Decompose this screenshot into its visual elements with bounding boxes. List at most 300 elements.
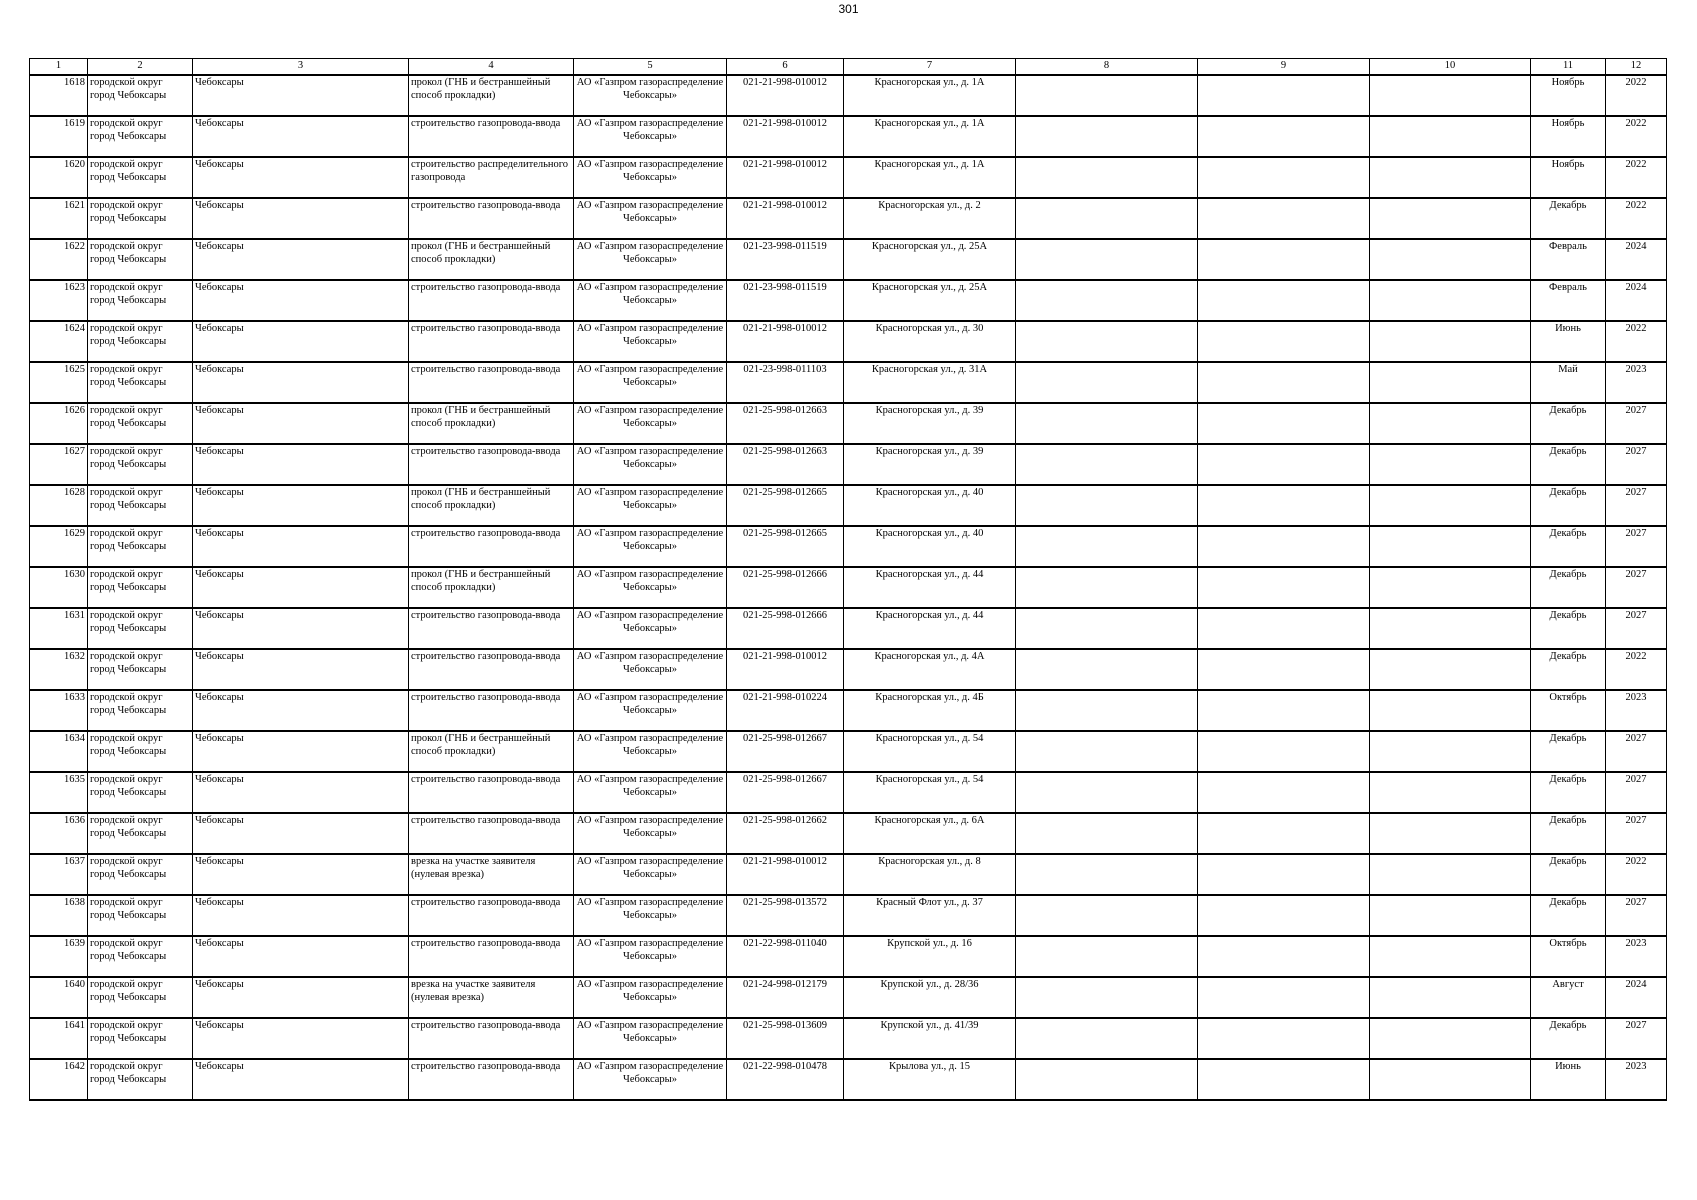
column-9-cell — [1198, 403, 1370, 444]
year-cell: 2024 — [1606, 977, 1667, 1018]
row-number-cell: 1625 — [30, 362, 88, 403]
table-row — [30, 362, 1667, 403]
column-8-cell — [1016, 485, 1198, 526]
column-8-cell — [1016, 649, 1198, 690]
application-code-cell: 021-25-998-012667 — [727, 772, 844, 813]
year-cell: 2027 — [1606, 895, 1667, 936]
column-10-cell — [1370, 239, 1531, 280]
row-number-cell: 1621 — [30, 198, 88, 239]
column-10-cell — [1370, 1059, 1531, 1100]
table-row — [30, 157, 1667, 198]
month-cell: Ноябрь — [1531, 75, 1606, 116]
work-type-cell: строительство газопровода-ввода — [409, 444, 574, 485]
address-cell: Красногорская ул., д. 4А — [844, 649, 1016, 690]
year-cell: 2023 — [1606, 1059, 1667, 1100]
address-cell: Красногорская ул., д. 1А — [844, 116, 1016, 157]
column-9-cell — [1198, 813, 1370, 854]
city-cell: Чебоксары — [193, 649, 409, 690]
column-10-cell — [1370, 690, 1531, 731]
work-type-cell: врезка на участке заявителя (нулевая врезка) — [409, 854, 574, 895]
month-cell: Декабрь — [1531, 567, 1606, 608]
column-header: 6 — [727, 59, 844, 76]
district-cell: городской округ город Чебоксары — [88, 813, 193, 854]
address-cell: Красногорская ул., д. 25А — [844, 239, 1016, 280]
column-10-cell — [1370, 1018, 1531, 1059]
application-code-cell: 021-25-998-013572 — [727, 895, 844, 936]
row-number-cell: 1641 — [30, 1018, 88, 1059]
month-cell: Июнь — [1531, 321, 1606, 362]
column-8-cell — [1016, 280, 1198, 321]
row-number-cell: 1627 — [30, 444, 88, 485]
city-cell: Чебоксары — [193, 157, 409, 198]
table-row — [30, 813, 1667, 854]
column-8-cell — [1016, 157, 1198, 198]
column-8-cell — [1016, 731, 1198, 772]
table-row — [30, 280, 1667, 321]
row-number-cell: 1638 — [30, 895, 88, 936]
year-cell: 2024 — [1606, 239, 1667, 280]
district-cell: городской округ город Чебоксары — [88, 936, 193, 977]
column-10-cell — [1370, 608, 1531, 649]
year-cell: 2027 — [1606, 813, 1667, 854]
work-type-cell: строительство газопровода-ввода — [409, 608, 574, 649]
column-header: 10 — [1370, 59, 1531, 76]
address-cell: Красногорская ул., д. 2 — [844, 198, 1016, 239]
application-code-cell: 021-21-998-010012 — [727, 116, 844, 157]
column-8-cell — [1016, 936, 1198, 977]
row-number-cell: 1633 — [30, 690, 88, 731]
year-cell: 2027 — [1606, 772, 1667, 813]
district-cell: городской округ город Чебоксары — [88, 403, 193, 444]
application-code-cell: 021-23-998-011519 — [727, 280, 844, 321]
month-cell: Декабрь — [1531, 649, 1606, 690]
column-10-cell — [1370, 198, 1531, 239]
month-cell: Февраль — [1531, 239, 1606, 280]
gas-works-table — [29, 58, 1667, 1101]
application-code-cell: 021-21-998-010012 — [727, 198, 844, 239]
work-type-cell: строительство газопровода-ввода — [409, 1018, 574, 1059]
column-10-cell — [1370, 157, 1531, 198]
address-cell: Красногорская ул., д. 25А — [844, 280, 1016, 321]
district-cell: городской округ город Чебоксары — [88, 444, 193, 485]
work-type-cell: строительство газопровода-ввода — [409, 526, 574, 567]
row-number-cell: 1632 — [30, 649, 88, 690]
row-number-cell: 1635 — [30, 772, 88, 813]
application-code-cell: 021-23-998-011103 — [727, 362, 844, 403]
table-row — [30, 485, 1667, 526]
address-cell: Красногорская ул., д. 31А — [844, 362, 1016, 403]
table-row — [30, 1018, 1667, 1059]
column-9-cell — [1198, 157, 1370, 198]
column-8-cell — [1016, 567, 1198, 608]
city-cell: Чебоксары — [193, 854, 409, 895]
district-cell: городской округ город Чебоксары — [88, 75, 193, 116]
application-code-cell: 021-24-998-012179 — [727, 977, 844, 1018]
column-10-cell — [1370, 362, 1531, 403]
address-cell: Красногорская ул., д. 54 — [844, 772, 1016, 813]
column-10-cell — [1370, 649, 1531, 690]
work-type-cell: строительство газопровода-ввода — [409, 690, 574, 731]
year-cell: 2024 — [1606, 280, 1667, 321]
table-row — [30, 936, 1667, 977]
city-cell: Чебоксары — [193, 567, 409, 608]
address-cell: Крупской ул., д. 41/39 — [844, 1018, 1016, 1059]
city-cell: Чебоксары — [193, 1059, 409, 1100]
table-row — [30, 444, 1667, 485]
organization-cell: АО «Газпром газораспределение Чебоксары» — [574, 485, 727, 526]
work-type-cell: строительство газопровода-ввода — [409, 280, 574, 321]
year-cell: 2027 — [1606, 444, 1667, 485]
year-cell: 2022 — [1606, 321, 1667, 362]
district-cell: городской округ город Чебоксары — [88, 362, 193, 403]
column-8-cell — [1016, 1018, 1198, 1059]
district-cell: городской округ город Чебоксары — [88, 854, 193, 895]
year-cell: 2027 — [1606, 608, 1667, 649]
application-code-cell: 021-25-998-012665 — [727, 526, 844, 567]
city-cell: Чебоксары — [193, 690, 409, 731]
district-cell: городской округ город Чебоксары — [88, 485, 193, 526]
application-code-cell: 021-21-998-010012 — [727, 649, 844, 690]
row-number-cell: 1619 — [30, 116, 88, 157]
month-cell: Декабрь — [1531, 198, 1606, 239]
column-9-cell — [1198, 608, 1370, 649]
month-cell: Декабрь — [1531, 526, 1606, 567]
organization-cell: АО «Газпром газораспределение Чебоксары» — [574, 239, 727, 280]
city-cell: Чебоксары — [193, 239, 409, 280]
column-header: 12 — [1606, 59, 1667, 76]
column-10-cell — [1370, 936, 1531, 977]
city-cell: Чебоксары — [193, 936, 409, 977]
row-number-cell: 1618 — [30, 75, 88, 116]
column-9-cell — [1198, 485, 1370, 526]
city-cell: Чебоксары — [193, 731, 409, 772]
column-header: 4 — [409, 59, 574, 76]
month-cell: Октябрь — [1531, 936, 1606, 977]
work-type-cell: строительство газопровода-ввода — [409, 116, 574, 157]
table-row — [30, 649, 1667, 690]
column-9-cell — [1198, 321, 1370, 362]
organization-cell: АО «Газпром газораспределение Чебоксары» — [574, 75, 727, 116]
column-8-cell — [1016, 75, 1198, 116]
district-cell: городской округ город Чебоксары — [88, 690, 193, 731]
organization-cell: АО «Газпром газораспределение Чебоксары» — [574, 772, 727, 813]
column-8-cell — [1016, 526, 1198, 567]
district-cell: городской округ город Чебоксары — [88, 239, 193, 280]
column-number-row — [30, 59, 1667, 76]
column-9-cell — [1198, 690, 1370, 731]
row-number-cell: 1640 — [30, 977, 88, 1018]
work-type-cell: прокол (ГНБ и бестраншейный способ прокладки) — [409, 731, 574, 772]
application-code-cell: 021-21-998-010012 — [727, 75, 844, 116]
column-9-cell — [1198, 731, 1370, 772]
table-row — [30, 608, 1667, 649]
column-9-cell — [1198, 772, 1370, 813]
organization-cell: АО «Газпром газораспределение Чебоксары» — [574, 977, 727, 1018]
application-code-cell: 021-25-998-012663 — [727, 444, 844, 485]
year-cell: 2027 — [1606, 526, 1667, 567]
city-cell: Чебоксары — [193, 1018, 409, 1059]
address-cell: Красногорская ул., д. 54 — [844, 731, 1016, 772]
table-row — [30, 977, 1667, 1018]
address-cell: Красногорская ул., д. 40 — [844, 485, 1016, 526]
table-row — [30, 731, 1667, 772]
column-9-cell — [1198, 116, 1370, 157]
city-cell: Чебоксары — [193, 75, 409, 116]
row-number-cell: 1631 — [30, 608, 88, 649]
district-cell: городской округ город Чебоксары — [88, 895, 193, 936]
address-cell: Крупской ул., д. 16 — [844, 936, 1016, 977]
column-9-cell — [1198, 444, 1370, 485]
application-code-cell: 021-25-998-012662 — [727, 813, 844, 854]
row-number-cell: 1629 — [30, 526, 88, 567]
column-10-cell — [1370, 854, 1531, 895]
city-cell: Чебоксары — [193, 403, 409, 444]
work-type-cell: строительство газопровода-ввода — [409, 362, 574, 403]
city-cell: Чебоксары — [193, 895, 409, 936]
column-header: 7 — [844, 59, 1016, 76]
column-10-cell — [1370, 403, 1531, 444]
row-number-cell: 1630 — [30, 567, 88, 608]
column-8-cell — [1016, 813, 1198, 854]
column-8-cell — [1016, 772, 1198, 813]
year-cell: 2022 — [1606, 157, 1667, 198]
address-cell: Красногорская ул., д. 6А — [844, 813, 1016, 854]
district-cell: городской округ город Чебоксары — [88, 321, 193, 362]
city-cell: Чебоксары — [193, 444, 409, 485]
column-10-cell — [1370, 444, 1531, 485]
address-cell: Красный Флот ул., д. 37 — [844, 895, 1016, 936]
column-header: 5 — [574, 59, 727, 76]
address-cell: Крупской ул., д. 28/36 — [844, 977, 1016, 1018]
column-8-cell — [1016, 116, 1198, 157]
work-type-cell: прокол (ГНБ и бестраншейный способ прокладки) — [409, 239, 574, 280]
column-header: 8 — [1016, 59, 1198, 76]
year-cell: 2022 — [1606, 198, 1667, 239]
district-cell: городской округ город Чебоксары — [88, 280, 193, 321]
organization-cell: АО «Газпром газораспределение Чебоксары» — [574, 526, 727, 567]
column-8-cell — [1016, 362, 1198, 403]
organization-cell: АО «Газпром газораспределение Чебоксары» — [574, 895, 727, 936]
row-number-cell: 1622 — [30, 239, 88, 280]
work-type-cell: строительство распределительного газопровода — [409, 157, 574, 198]
work-type-cell: строительство газопровода-ввода — [409, 649, 574, 690]
district-cell: городской округ город Чебоксары — [88, 526, 193, 567]
column-8-cell — [1016, 444, 1198, 485]
column-10-cell — [1370, 321, 1531, 362]
address-cell: Красногорская ул., д. 40 — [844, 526, 1016, 567]
district-cell: городской округ город Чебоксары — [88, 977, 193, 1018]
year-cell: 2027 — [1606, 485, 1667, 526]
column-10-cell — [1370, 280, 1531, 321]
organization-cell: АО «Газпром газораспределение Чебоксары» — [574, 854, 727, 895]
table-row — [30, 198, 1667, 239]
month-cell: Ноябрь — [1531, 116, 1606, 157]
column-10-cell — [1370, 895, 1531, 936]
table-row — [30, 690, 1667, 731]
city-cell: Чебоксары — [193, 362, 409, 403]
column-9-cell — [1198, 977, 1370, 1018]
table-row — [30, 772, 1667, 813]
month-cell: Ноябрь — [1531, 157, 1606, 198]
application-code-cell: 021-21-998-010012 — [727, 321, 844, 362]
city-cell: Чебоксары — [193, 608, 409, 649]
work-type-cell: строительство газопровода-ввода — [409, 936, 574, 977]
column-8-cell — [1016, 977, 1198, 1018]
organization-cell: АО «Газпром газораспределение Чебоксары» — [574, 403, 727, 444]
work-type-cell: врезка на участке заявителя (нулевая врезка) — [409, 977, 574, 1018]
city-cell: Чебоксары — [193, 526, 409, 567]
table-row — [30, 854, 1667, 895]
column-9-cell — [1198, 936, 1370, 977]
column-header: 3 — [193, 59, 409, 76]
address-cell: Красногорская ул., д. 30 — [844, 321, 1016, 362]
year-cell: 2023 — [1606, 690, 1667, 731]
month-cell: Май — [1531, 362, 1606, 403]
year-cell: 2027 — [1606, 403, 1667, 444]
row-number-cell: 1634 — [30, 731, 88, 772]
organization-cell: АО «Газпром газораспределение Чебоксары» — [574, 198, 727, 239]
table-row — [30, 239, 1667, 280]
row-number-cell: 1624 — [30, 321, 88, 362]
application-code-cell: 021-25-998-012663 — [727, 403, 844, 444]
column-10-cell — [1370, 813, 1531, 854]
address-cell: Красногорская ул., д. 4Б — [844, 690, 1016, 731]
application-code-cell: 021-25-998-012665 — [727, 485, 844, 526]
organization-cell: АО «Газпром газораспределение Чебоксары» — [574, 321, 727, 362]
district-cell: городской округ город Чебоксары — [88, 198, 193, 239]
table-row — [30, 526, 1667, 567]
table-row — [30, 403, 1667, 444]
column-9-cell — [1198, 1059, 1370, 1100]
organization-cell: АО «Газпром газораспределение Чебоксары» — [574, 157, 727, 198]
district-cell: городской округ город Чебоксары — [88, 116, 193, 157]
column-10-cell — [1370, 772, 1531, 813]
month-cell: Декабрь — [1531, 485, 1606, 526]
address-cell: Красногорская ул., д. 1А — [844, 157, 1016, 198]
column-header: 2 — [88, 59, 193, 76]
month-cell: Декабрь — [1531, 854, 1606, 895]
work-type-cell: строительство газопровода-ввода — [409, 321, 574, 362]
address-cell: Красногорская ул., д. 44 — [844, 567, 1016, 608]
row-number-cell: 1628 — [30, 485, 88, 526]
application-code-cell: 021-22-998-010478 — [727, 1059, 844, 1100]
column-9-cell — [1198, 649, 1370, 690]
district-cell: городской округ город Чебоксары — [88, 731, 193, 772]
column-header: 11 — [1531, 59, 1606, 76]
column-8-cell — [1016, 403, 1198, 444]
month-cell: Декабрь — [1531, 895, 1606, 936]
work-type-cell: строительство газопровода-ввода — [409, 1059, 574, 1100]
table-row — [30, 567, 1667, 608]
address-cell: Красногорская ул., д. 39 — [844, 403, 1016, 444]
city-cell: Чебоксары — [193, 116, 409, 157]
work-type-cell: прокол (ГНБ и бестраншейный способ прокладки) — [409, 403, 574, 444]
month-cell: Декабрь — [1531, 772, 1606, 813]
organization-cell: АО «Газпром газораспределение Чебоксары» — [574, 1018, 727, 1059]
district-cell: городской округ город Чебоксары — [88, 772, 193, 813]
column-9-cell — [1198, 75, 1370, 116]
application-code-cell: 021-23-998-011519 — [727, 239, 844, 280]
city-cell: Чебоксары — [193, 977, 409, 1018]
table-row — [30, 895, 1667, 936]
row-number-cell: 1620 — [30, 157, 88, 198]
month-cell: Декабрь — [1531, 1018, 1606, 1059]
organization-cell: АО «Газпром газораспределение Чебоксары» — [574, 567, 727, 608]
address-cell: Красногорская ул., д. 8 — [844, 854, 1016, 895]
address-cell: Красногорская ул., д. 1А — [844, 75, 1016, 116]
organization-cell: АО «Газпром газораспределение Чебоксары» — [574, 608, 727, 649]
row-number-cell: 1626 — [30, 403, 88, 444]
page-number: 301 — [838, 2, 859, 16]
city-cell: Чебоксары — [193, 198, 409, 239]
month-cell: Декабрь — [1531, 403, 1606, 444]
year-cell: 2027 — [1606, 1018, 1667, 1059]
year-cell: 2023 — [1606, 936, 1667, 977]
work-type-cell: строительство газопровода-ввода — [409, 772, 574, 813]
month-cell: Декабрь — [1531, 813, 1606, 854]
column-10-cell — [1370, 485, 1531, 526]
address-cell: Красногорская ул., д. 44 — [844, 608, 1016, 649]
month-cell: Октябрь — [1531, 690, 1606, 731]
column-8-cell — [1016, 608, 1198, 649]
application-code-cell: 021-21-998-010224 — [727, 690, 844, 731]
work-type-cell: прокол (ГНБ и бестраншейный способ прокладки) — [409, 485, 574, 526]
column-10-cell — [1370, 567, 1531, 608]
city-cell: Чебоксары — [193, 321, 409, 362]
column-10-cell — [1370, 731, 1531, 772]
application-code-cell: 021-25-998-012666 — [727, 608, 844, 649]
organization-cell: АО «Газпром газораспределение Чебоксары» — [574, 731, 727, 772]
column-10-cell — [1370, 116, 1531, 157]
column-9-cell — [1198, 526, 1370, 567]
table-row — [30, 1059, 1667, 1100]
district-cell: городской округ город Чебоксары — [88, 608, 193, 649]
district-cell: городской округ город Чебоксары — [88, 1018, 193, 1059]
column-9-cell — [1198, 362, 1370, 403]
month-cell: Декабрь — [1531, 608, 1606, 649]
district-cell: городской округ город Чебоксары — [88, 157, 193, 198]
organization-cell: АО «Газпром газораспределение Чебоксары» — [574, 690, 727, 731]
column-9-cell — [1198, 567, 1370, 608]
table-row — [30, 116, 1667, 157]
district-cell: городской округ город Чебоксары — [88, 649, 193, 690]
year-cell: 2023 — [1606, 362, 1667, 403]
application-code-cell: 021-22-998-011040 — [727, 936, 844, 977]
city-cell: Чебоксары — [193, 813, 409, 854]
year-cell: 2022 — [1606, 75, 1667, 116]
district-cell: городской округ город Чебоксары — [88, 567, 193, 608]
column-9-cell — [1198, 895, 1370, 936]
column-10-cell — [1370, 526, 1531, 567]
application-code-cell: 021-25-998-013609 — [727, 1018, 844, 1059]
work-type-cell: строительство газопровода-ввода — [409, 813, 574, 854]
organization-cell: АО «Газпром газораспределение Чебоксары» — [574, 116, 727, 157]
year-cell: 2022 — [1606, 649, 1667, 690]
year-cell: 2027 — [1606, 731, 1667, 772]
year-cell: 2027 — [1606, 567, 1667, 608]
work-type-cell: строительство газопровода-ввода — [409, 895, 574, 936]
organization-cell: АО «Газпром газораспределение Чебоксары» — [574, 813, 727, 854]
column-8-cell — [1016, 1059, 1198, 1100]
column-9-cell — [1198, 1018, 1370, 1059]
column-9-cell — [1198, 280, 1370, 321]
city-cell: Чебоксары — [193, 485, 409, 526]
row-number-cell: 1636 — [30, 813, 88, 854]
work-type-cell: строительство газопровода-ввода — [409, 198, 574, 239]
year-cell: 2022 — [1606, 116, 1667, 157]
organization-cell: АО «Газпром газораспределение Чебоксары» — [574, 444, 727, 485]
column-9-cell — [1198, 239, 1370, 280]
